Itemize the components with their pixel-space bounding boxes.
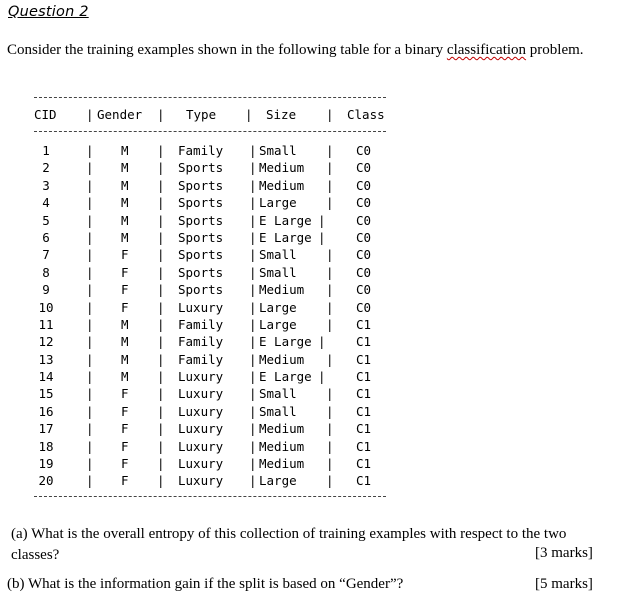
cell-separator: |: [249, 473, 257, 489]
cell-cid: 13: [38, 351, 54, 367]
cell-cid: 4: [42, 195, 50, 211]
cell-size: E Large: [259, 212, 312, 228]
table-header-rule: [34, 131, 386, 132]
cell-gender: M: [121, 229, 129, 245]
table-row: [0, 316, 621, 333]
cell-separator: |: [249, 247, 257, 263]
cell-cid: 20: [38, 473, 54, 489]
cell-type: Luxury: [178, 386, 224, 402]
cell-cid: 6: [42, 229, 50, 245]
cell-separator: |: [249, 299, 257, 315]
cell-separator: |: [318, 369, 326, 385]
header-type: Type: [186, 107, 217, 122]
cell-separator: |: [86, 177, 94, 193]
table-row: [0, 403, 621, 420]
cell-size: Large: [259, 316, 297, 332]
header-size: Size: [266, 107, 297, 122]
cell-separator: |: [157, 212, 165, 228]
cell-separator: |: [157, 247, 165, 263]
cell-separator: |: [86, 229, 94, 245]
cell-type: Family: [178, 316, 224, 332]
cell-type: Family: [178, 143, 224, 158]
cell-separator: |: [318, 229, 326, 245]
table-row: [0, 299, 621, 316]
cell-separator: |: [157, 421, 165, 437]
cell-class: C1: [356, 421, 372, 437]
cell-size: Medium: [259, 160, 305, 176]
part-a-question: (a) What is the overall entropy of this collection of training examples with respect to the two classes?: [11, 526, 567, 563]
cell-size: Small: [259, 264, 297, 280]
table-row: [0, 281, 621, 298]
cell-separator: |: [86, 212, 94, 228]
table-row: [0, 351, 621, 368]
cell-class: C1: [356, 369, 372, 385]
header-separator: |: [245, 107, 253, 122]
cell-gender: F: [121, 473, 129, 489]
table-row: [0, 385, 621, 402]
cell-separator: |: [86, 403, 94, 419]
table-row: [0, 420, 621, 437]
cell-separator: |: [249, 351, 257, 367]
cell-size: Small: [259, 403, 297, 419]
cell-gender: M: [121, 316, 129, 332]
cell-separator: |: [157, 177, 165, 193]
cell-separator: |: [86, 195, 94, 211]
cell-separator: |: [157, 299, 165, 315]
header-gender: Gender: [97, 107, 143, 122]
cell-separator: |: [249, 177, 257, 193]
cell-class: C0: [356, 229, 372, 245]
cell-class: C0: [356, 282, 372, 298]
table-row: [0, 194, 621, 211]
cell-separator: |: [249, 403, 257, 419]
cell-separator: |: [157, 386, 165, 402]
question-title: Question 2: [8, 4, 89, 20]
cell-gender: F: [121, 386, 129, 402]
cell-type: Family: [178, 351, 224, 367]
table-row: [0, 438, 621, 455]
cell-class: C1: [356, 438, 372, 454]
cell-size: Large: [259, 299, 297, 315]
cell-gender: M: [121, 212, 129, 228]
cell-type: Family: [178, 334, 224, 350]
cell-separator: |: [157, 334, 165, 350]
cell-type: Luxury: [178, 438, 224, 454]
cell-separator: |: [249, 143, 257, 158]
cell-separator: |: [318, 334, 326, 350]
table-row: [0, 159, 621, 176]
cell-separator: |: [326, 282, 334, 298]
cell-separator: |: [249, 282, 257, 298]
cell-separator: |: [249, 212, 257, 228]
header-separator: |: [157, 107, 165, 122]
cell-gender: F: [121, 438, 129, 454]
intro-text-end: problem.: [526, 42, 584, 58]
cell-separator: |: [86, 386, 94, 402]
cell-separator: |: [157, 229, 165, 245]
cell-separator: |: [157, 438, 165, 454]
cell-separator: |: [326, 473, 334, 489]
cell-separator: |: [157, 403, 165, 419]
cell-gender: F: [121, 299, 129, 315]
cell-gender: M: [121, 143, 129, 158]
table-row: [0, 212, 621, 229]
cell-size: Medium: [259, 456, 305, 472]
table-row: [0, 368, 621, 385]
cell-separator: |: [86, 143, 94, 158]
cell-separator: |: [249, 369, 257, 385]
cell-gender: M: [121, 177, 129, 193]
cell-separator: |: [86, 334, 94, 350]
cell-separator: |: [86, 351, 94, 367]
cell-separator: |: [326, 177, 334, 193]
cell-separator: |: [157, 351, 165, 367]
cell-gender: F: [121, 247, 129, 263]
cell-gender: M: [121, 160, 129, 176]
cell-gender: M: [121, 369, 129, 385]
header-separator: |: [86, 107, 94, 122]
cell-separator: |: [326, 143, 334, 158]
cell-separator: |: [157, 282, 165, 298]
cell-type: Luxury: [178, 456, 224, 472]
cell-class: C1: [356, 473, 372, 489]
cell-separator: |: [249, 438, 257, 454]
cell-size: E Large: [259, 229, 312, 245]
cell-class: C0: [356, 299, 372, 315]
cell-size: Medium: [259, 351, 305, 367]
cell-class: C0: [356, 195, 372, 211]
cell-separator: |: [326, 195, 334, 211]
cell-class: C1: [356, 403, 372, 419]
cell-separator: |: [157, 264, 165, 280]
cell-size: Small: [259, 247, 297, 263]
intro-text-start: Consider the training examples shown in the following table for a binary: [7, 42, 447, 58]
cell-separator: |: [86, 264, 94, 280]
cell-type: Sports: [178, 212, 224, 228]
question-intro: [7, 40, 607, 61]
cell-class: C0: [356, 212, 372, 228]
cell-size: Medium: [259, 438, 305, 454]
cell-type: Luxury: [178, 403, 224, 419]
cell-cid: 9: [42, 282, 50, 298]
cell-size: Medium: [259, 421, 305, 437]
cell-separator: |: [249, 456, 257, 472]
cell-cid: 11: [38, 316, 54, 332]
cell-size: Large: [259, 195, 297, 211]
cell-separator: |: [326, 438, 334, 454]
table-row: [0, 472, 621, 489]
cell-separator: |: [86, 421, 94, 437]
cell-separator: |: [86, 316, 94, 332]
cell-gender: F: [121, 264, 129, 280]
cell-separator: |: [157, 473, 165, 489]
cell-separator: |: [157, 195, 165, 211]
cell-size: Small: [259, 143, 297, 158]
cell-separator: |: [249, 160, 257, 176]
cell-separator: |: [157, 369, 165, 385]
cell-size: E Large: [259, 369, 312, 385]
cell-separator: |: [86, 369, 94, 385]
cell-separator: |: [326, 160, 334, 176]
cell-separator: |: [326, 456, 334, 472]
table-row: [0, 177, 621, 194]
table-row: [0, 246, 621, 263]
cell-gender: F: [121, 421, 129, 437]
table-row: [0, 455, 621, 472]
cell-class: C0: [356, 247, 372, 263]
cell-separator: |: [318, 212, 326, 228]
header-cid: CID: [34, 107, 57, 122]
cell-type: Sports: [178, 160, 224, 176]
cell-type: Luxury: [178, 369, 224, 385]
cell-separator: |: [86, 473, 94, 489]
cell-gender: M: [121, 195, 129, 211]
table-bottom-rule: [34, 496, 386, 497]
header-class: Class: [347, 107, 385, 122]
cell-separator: |: [326, 247, 334, 263]
cell-type: Luxury: [178, 421, 224, 437]
table-top-rule: [34, 97, 386, 98]
table-row: [0, 264, 621, 281]
cell-separator: |: [326, 264, 334, 280]
cell-type: Sports: [178, 247, 224, 263]
cell-size: Small: [259, 386, 297, 402]
cell-size: Medium: [259, 177, 305, 193]
cell-separator: |: [249, 386, 257, 402]
cell-cid: 7: [42, 247, 50, 263]
cell-gender: M: [121, 351, 129, 367]
cell-separator: |: [249, 334, 257, 350]
cell-separator: |: [249, 316, 257, 332]
cell-cid: 17: [38, 421, 54, 437]
cell-class: C0: [356, 264, 372, 280]
cell-type: Luxury: [178, 299, 224, 315]
cell-type: Sports: [178, 195, 224, 211]
cell-cid: 15: [38, 386, 54, 402]
cell-separator: |: [86, 438, 94, 454]
table-row: [0, 333, 621, 350]
cell-separator: |: [157, 456, 165, 472]
cell-class: C1: [356, 351, 372, 367]
cell-class: C0: [356, 177, 372, 193]
cell-separator: |: [86, 282, 94, 298]
cell-type: Luxury: [178, 473, 224, 489]
table-body: [0, 142, 621, 490]
table-row: [0, 142, 621, 159]
cell-size: Large: [259, 473, 297, 489]
cell-separator: |: [249, 421, 257, 437]
cell-separator: |: [326, 299, 334, 315]
cell-gender: M: [121, 334, 129, 350]
cell-separator: |: [326, 316, 334, 332]
cell-cid: 16: [38, 403, 54, 419]
header-separator: |: [326, 107, 334, 122]
cell-cid: 19: [38, 456, 54, 472]
cell-cid: 10: [38, 299, 54, 315]
part-b-question: (b) What is the information gain if the split is based on “Gender”?: [7, 576, 404, 592]
cell-separator: |: [326, 403, 334, 419]
spellcheck-flagged-word: classification: [446, 42, 527, 58]
cell-separator: |: [326, 421, 334, 437]
cell-cid: 5: [42, 212, 50, 228]
cell-cid: 18: [38, 438, 54, 454]
cell-cid: 2: [42, 160, 50, 176]
cell-class: C0: [356, 143, 372, 158]
cell-cid: 12: [38, 334, 54, 350]
cell-cid: 1: [42, 143, 50, 158]
cell-separator: |: [157, 160, 165, 176]
cell-separator: |: [86, 299, 94, 315]
cell-size: Medium: [259, 282, 305, 298]
cell-class: C0: [356, 160, 372, 176]
cell-class: C1: [356, 456, 372, 472]
cell-type: Sports: [178, 177, 224, 193]
cell-separator: |: [249, 195, 257, 211]
cell-gender: F: [121, 282, 129, 298]
cell-type: Sports: [178, 264, 224, 280]
cell-gender: F: [121, 403, 129, 419]
cell-cid: 14: [38, 369, 54, 385]
cell-separator: |: [86, 247, 94, 263]
cell-cid: 3: [42, 177, 50, 193]
cell-separator: |: [249, 229, 257, 245]
cell-class: C1: [356, 334, 372, 350]
part-b-marks: [5 marks]: [535, 576, 593, 592]
cell-class: C1: [356, 316, 372, 332]
cell-separator: |: [249, 264, 257, 280]
cell-separator: |: [157, 316, 165, 332]
cell-separator: |: [86, 160, 94, 176]
part-a-marks: [3 marks]: [535, 545, 593, 561]
cell-gender: F: [121, 456, 129, 472]
cell-separator: |: [86, 456, 94, 472]
cell-separator: |: [157, 143, 165, 158]
cell-cid: 8: [42, 264, 50, 280]
table-row: [0, 229, 621, 246]
cell-separator: |: [326, 386, 334, 402]
cell-size: E Large: [259, 334, 312, 350]
cell-type: Sports: [178, 282, 224, 298]
cell-type: Sports: [178, 229, 224, 245]
cell-class: C1: [356, 386, 372, 402]
cell-separator: |: [326, 351, 334, 367]
